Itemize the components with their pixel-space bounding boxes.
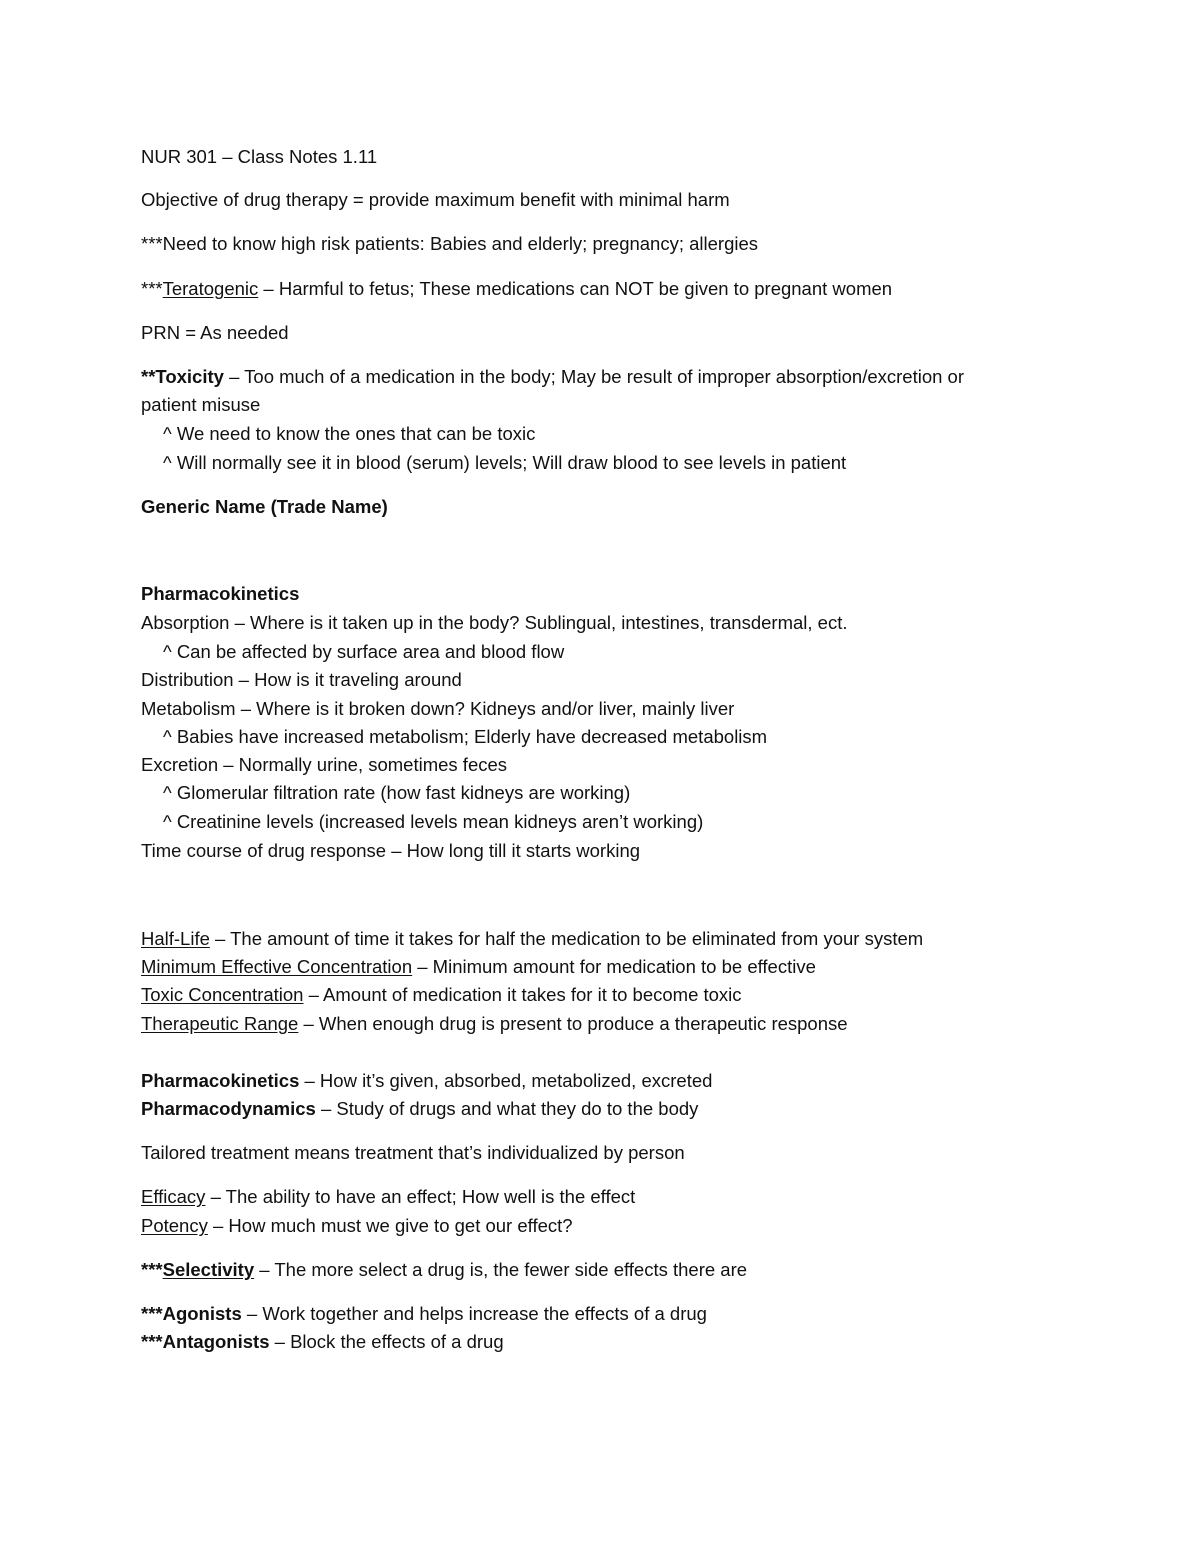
half-life-line	[141, 928, 923, 950]
prn-line: PRN = As needed	[141, 322, 289, 343]
agonists-term: ***Agonists	[141, 1303, 242, 1324]
pharmacokinetics-term: Pharmacokinetics	[141, 1070, 300, 1091]
therapeutic-range-definition: – When enough drug is present to produce a therapeutic response	[298, 1013, 848, 1034]
toxicity-continuation: patient misuse	[141, 394, 261, 415]
pharmacodynamics-definition: – Study of drugs and what they do to the body	[315, 1098, 699, 1119]
toxicity-note: ^ Will normally see it in blood (serum) levels; Will draw blood to see levels in patient	[163, 452, 847, 473]
objective-line: Objective of drug therapy = provide maximum benefit with minimal harm	[141, 189, 730, 210]
therapeutic-range-line	[141, 1013, 848, 1035]
teratogenic-term: Teratogenic	[162, 278, 259, 299]
generic-name-heading: Generic Name (Trade Name)	[141, 496, 388, 517]
pharmacokinetics-definition: – How it’s given, absorbed, metabolized, excreted	[299, 1070, 713, 1091]
agonists-definition: – Work together and helps increase the effects of a drug	[241, 1303, 707, 1324]
selectivity-stars: ***	[141, 1259, 163, 1280]
absorption-note: ^ Can be affected by surface area and blood flow	[163, 641, 565, 662]
efficacy-term: Efficacy	[141, 1186, 206, 1207]
half-life-definition: – The amount of time it takes for half the medication to be eliminated from your system	[209, 928, 924, 949]
mec-definition: – Minimum amount for medication to be effective	[412, 956, 816, 977]
mec-line	[141, 956, 816, 978]
toxicity-line	[141, 366, 964, 388]
page-title: NUR 301 – Class Notes 1.11	[141, 146, 378, 167]
mec-term: Minimum Effective Concentration	[141, 956, 413, 977]
pharmacokinetics-heading: Pharmacokinetics	[141, 583, 300, 604]
potency-definition: – How much must we give to get our effect?	[207, 1215, 573, 1236]
agonists-line	[141, 1303, 707, 1325]
time-course-line: Time course of drug response – How long till it starts working	[141, 840, 641, 861]
antagonists-definition: – Block the effects of a drug	[269, 1331, 504, 1352]
pharmacodynamics-term: Pharmacodynamics	[141, 1098, 316, 1119]
excretion-line: Excretion – Normally urine, sometimes feces	[141, 754, 508, 775]
antagonists-term: ***Antagonists	[141, 1331, 270, 1352]
metabolism-line: Metabolism – Where is it broken down? Kidneys and/or liver, mainly liver	[141, 698, 735, 719]
excretion-note: ^ Glomerular filtration rate (how fast kidneys are working)	[163, 782, 631, 803]
distribution-line: Distribution – How is it traveling around	[141, 669, 462, 690]
toxicity-term: **Toxicity	[141, 366, 224, 387]
toxicity-definition: – Too much of a medication in the body; May be result of improper absorption/excretion or	[223, 366, 964, 387]
potency-line	[141, 1215, 573, 1237]
selectivity-definition: – The more select a drug is, the fewer side effects there are	[254, 1259, 748, 1280]
high-risk-line: ***Need to know high risk patients: Babies and elderly; pregnancy; allergies	[141, 233, 759, 254]
selectivity-line	[141, 1259, 747, 1281]
teratogenic-definition: – Harmful to fetus; These medications can NOT be given to pregnant women	[258, 278, 893, 299]
selectivity-term: Selectivity	[162, 1259, 255, 1280]
absorption-line: Absorption – Where is it taken up in the body? Sublingual, intestines, transdermal, ect.	[141, 612, 848, 633]
half-life-term: Half-Life	[141, 928, 210, 949]
pharmacodynamics-definition-line	[141, 1098, 698, 1120]
teratogenic-line	[141, 278, 892, 300]
toxic-concentration-definition: – Amount of medication it takes for it to become toxic	[303, 984, 742, 1005]
potency-term: Potency	[141, 1215, 208, 1236]
toxic-concentration-term: Toxic Concentration	[141, 984, 304, 1005]
therapeutic-range-term: Therapeutic Range	[141, 1013, 299, 1034]
toxic-concentration-line	[141, 984, 742, 1006]
efficacy-line	[141, 1186, 635, 1208]
pharmacokinetics-definition-line	[141, 1070, 712, 1092]
metabolism-note: ^ Babies have increased metabolism; Elderly have decreased metabolism	[163, 726, 768, 747]
excretion-note: ^ Creatinine levels (increased levels mean kidneys aren’t working)	[163, 811, 704, 832]
antagonists-line	[141, 1331, 504, 1353]
tailored-treatment-line: Tailored treatment means treatment that’s individualized by person	[141, 1142, 685, 1163]
teratogenic-stars: ***	[141, 278, 163, 299]
toxicity-note: ^ We need to know the ones that can be toxic	[163, 423, 536, 444]
efficacy-definition: – The ability to have an effect; How well is the effect	[205, 1186, 636, 1207]
